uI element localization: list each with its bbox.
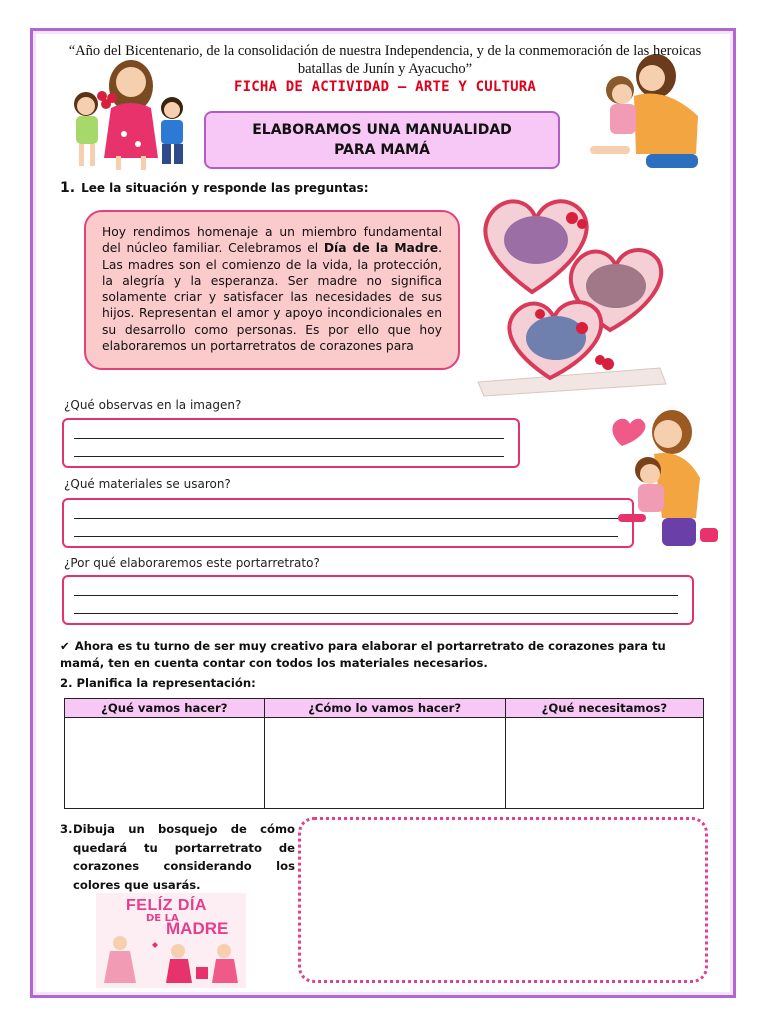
- poster-line-2: DE LA: [146, 913, 179, 924]
- section-1-instruction: [60, 180, 369, 196]
- table-header-what: ¿Qué vamos hacer?: [65, 699, 265, 718]
- story-box: [84, 210, 460, 370]
- poster-figures-icon: [96, 933, 246, 988]
- answer-line: [74, 595, 678, 596]
- table-cell-how[interactable]: [264, 718, 505, 809]
- table-header-how: ¿Cómo lo vamos hacer?: [264, 699, 505, 718]
- question-materials: ¿Qué materiales se usaron?: [64, 477, 231, 491]
- sketch-drawing-area[interactable]: [298, 817, 708, 983]
- creative-instruction: [60, 638, 710, 672]
- answer-line: [74, 438, 504, 439]
- heart-frames-image: [470, 192, 670, 398]
- poster-line-3: MADRE: [166, 919, 229, 938]
- planning-table: [64, 698, 704, 809]
- answer-line: [74, 518, 618, 519]
- section-2-label: 2. Planifica la representación:: [60, 676, 256, 690]
- section-1-text: Lee la situación y responde las preguntas:: [81, 181, 369, 195]
- story-bold: Día de la Madre: [323, 241, 439, 256]
- mothers-day-poster: [96, 893, 246, 988]
- table-header-need: ¿Qué necesitamos?: [505, 699, 703, 718]
- mother-child-illustration: [604, 408, 724, 552]
- answer-box-observe[interactable]: [62, 418, 520, 468]
- poster-line-1: FELÍZ DÍA: [126, 897, 207, 914]
- section-3-number: 3.: [60, 822, 73, 836]
- section-1-number: 1.: [60, 180, 76, 196]
- story-text-1: Hoy rendimos homenaje a un miembro fundamental del núcleo familiar. Celebramos el: [102, 225, 442, 256]
- creative-instruction-text: Ahora es tu turno de ser muy creativo para elaborar el portarretrato de corazones para tu mamá, ten en cuenta contar con todos los materiales necesarios.: [60, 639, 666, 670]
- answer-line: [74, 456, 504, 457]
- activity-title: ELABORAMOS UNA MANUALIDAD PARA MAMÁ: [204, 111, 560, 169]
- section-3-instruction: [60, 820, 295, 894]
- question-observe: ¿Qué observas en la imagen?: [64, 398, 242, 412]
- question-why: ¿Por qué elaboraremos este portarretrato?: [64, 556, 320, 570]
- answer-line: [74, 536, 618, 537]
- table-cell-what[interactable]: [65, 718, 265, 809]
- checkmark-icon: ✔: [60, 639, 70, 653]
- story-text-2: . Las madres son el comienzo de la vida, la protección, la alegría y la esperanza. Ser madre no significa solamente criar y satisfacer las necesidades de sus hijos. Representan el amor y apoyo incondicionales en su desarrollo como personas. Es por ello que hoy elaboraremos un portarretratos de corazones para: [102, 241, 442, 354]
- answer-line: [74, 613, 678, 614]
- ficha-title: FICHA DE ACTIVIDAD – ARTE Y CULTURA: [233, 79, 536, 95]
- table-cell-need[interactable]: [505, 718, 703, 809]
- section-3-text: Dibuja un bosquejo de cómo quedará tu portarretrato de corazones considerando los colores que usarás.: [73, 822, 295, 892]
- answer-box-why[interactable]: [62, 575, 694, 625]
- national-year-quote: “Año del Bicentenario, de la consolidación de nuestra Independencia, y de la conmemoración de las heroicas batallas de Junín y Ayacucho”: [68, 43, 702, 77]
- answer-box-materials[interactable]: [62, 498, 634, 548]
